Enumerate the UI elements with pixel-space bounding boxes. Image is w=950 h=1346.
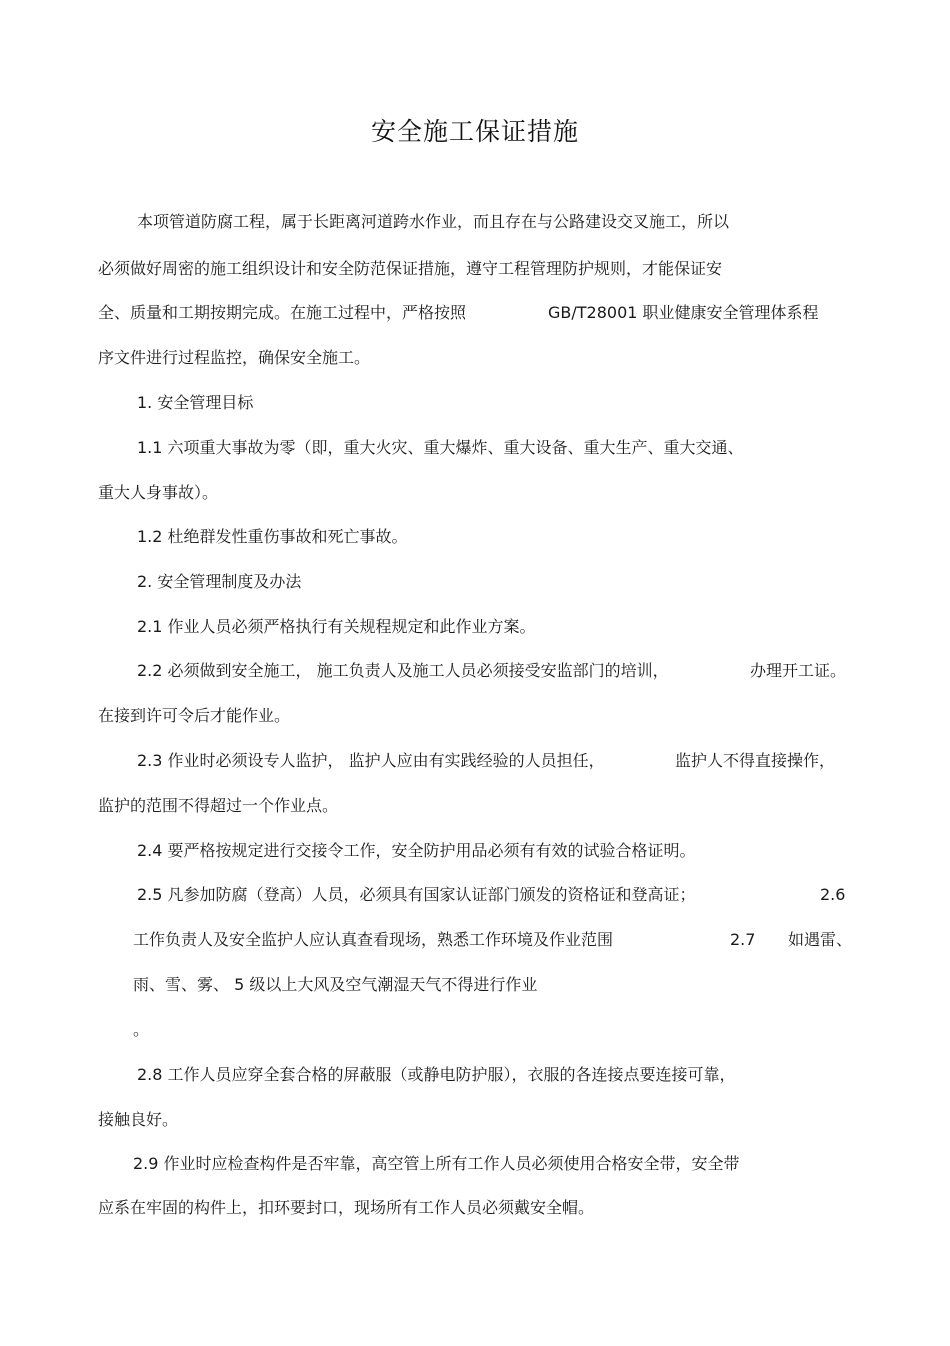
- text-line: 2.5 凡参加防腐（登高）人员，必须具有国家认证部门颁发的资格证和登高证；: [137, 885, 696, 904]
- text-line: 2.8 工作人员应穿全套合格的屏蔽服（或静电防护服），衣服的各连接点要连接可靠，: [137, 1065, 736, 1084]
- text-line: 本项管道防腐工程，属于长距离河道跨水作业，而且存在与公路建设交叉施工，所以: [137, 212, 730, 231]
- text-line: 应系在牢固的构件上，扣环要封口，现场所有工作人员必须戴安全帽。: [98, 1198, 595, 1217]
- text-line: 2.4 要严格按规定进行交接令工作，安全防护用品必须有有效的试验合格证明。: [137, 841, 696, 860]
- text-line: 雨、雪、雾、 5 级以上大风及空气潮湿天气不得进行作业: [133, 975, 538, 994]
- text-line: GB/T28001 职业健康安全管理体系程: [548, 303, 819, 322]
- text-line: 全、质量和工期按期完成。在施工过程中，严格按照: [98, 303, 467, 322]
- text-line: 监护的范围不得超过一个作业点。: [98, 796, 339, 815]
- text-line: 1.2 杜绝群发性重伤事故和死亡事故。: [137, 527, 408, 546]
- text-line: 2.6: [820, 885, 846, 904]
- text-line: 监护人不得直接操作，: [675, 751, 836, 770]
- text-line: 如遇雷、: [788, 930, 853, 949]
- text-line: 2.9 作业时应检查构件是否牢靠，高空管上所有工作人员必须使用合格安全带，安全带: [133, 1154, 740, 1173]
- text-line: 序文件进行过程监控，确保安全施工。: [98, 348, 371, 367]
- text-line: 2.7: [730, 930, 756, 949]
- text-line: 2.2 必须做到安全施工， 施工负责人及施工人员必须接受安监部门的培训，: [137, 661, 669, 680]
- section-heading: 2. 安全管理制度及办法: [137, 572, 302, 591]
- text-line: 在接到许可令后才能作业。: [98, 706, 291, 725]
- section-heading: 1. 安全管理目标: [137, 393, 254, 412]
- text-line: 。: [133, 1020, 150, 1039]
- text-line: 必须做好周密的施工组织设计和安全防范保证措施，遵守工程管理防护规则，才能保证安: [98, 259, 723, 278]
- text-line: 办理开工证。: [750, 661, 847, 680]
- text-line: 重大人身事故）。: [98, 483, 219, 502]
- text-line: 接触良好。: [98, 1110, 179, 1129]
- text-line: 2.1 作业人员必须严格执行有关规程规定和此作业方案。: [137, 617, 536, 636]
- text-line: 工作负责人及安全监护人应认真查看现场，熟悉工作环境及作业范围: [133, 930, 614, 949]
- document-title: 安全施工保证措施: [370, 117, 579, 146]
- text-line: 1.1 六项重大事故为零（即，重大火灾、重大爆炸、重大设备、重大生产、重大交通、: [137, 438, 744, 457]
- text-line: 2.3 作业时必须设专人监护， 监护人应由有实践经验的人员担任，: [137, 751, 605, 770]
